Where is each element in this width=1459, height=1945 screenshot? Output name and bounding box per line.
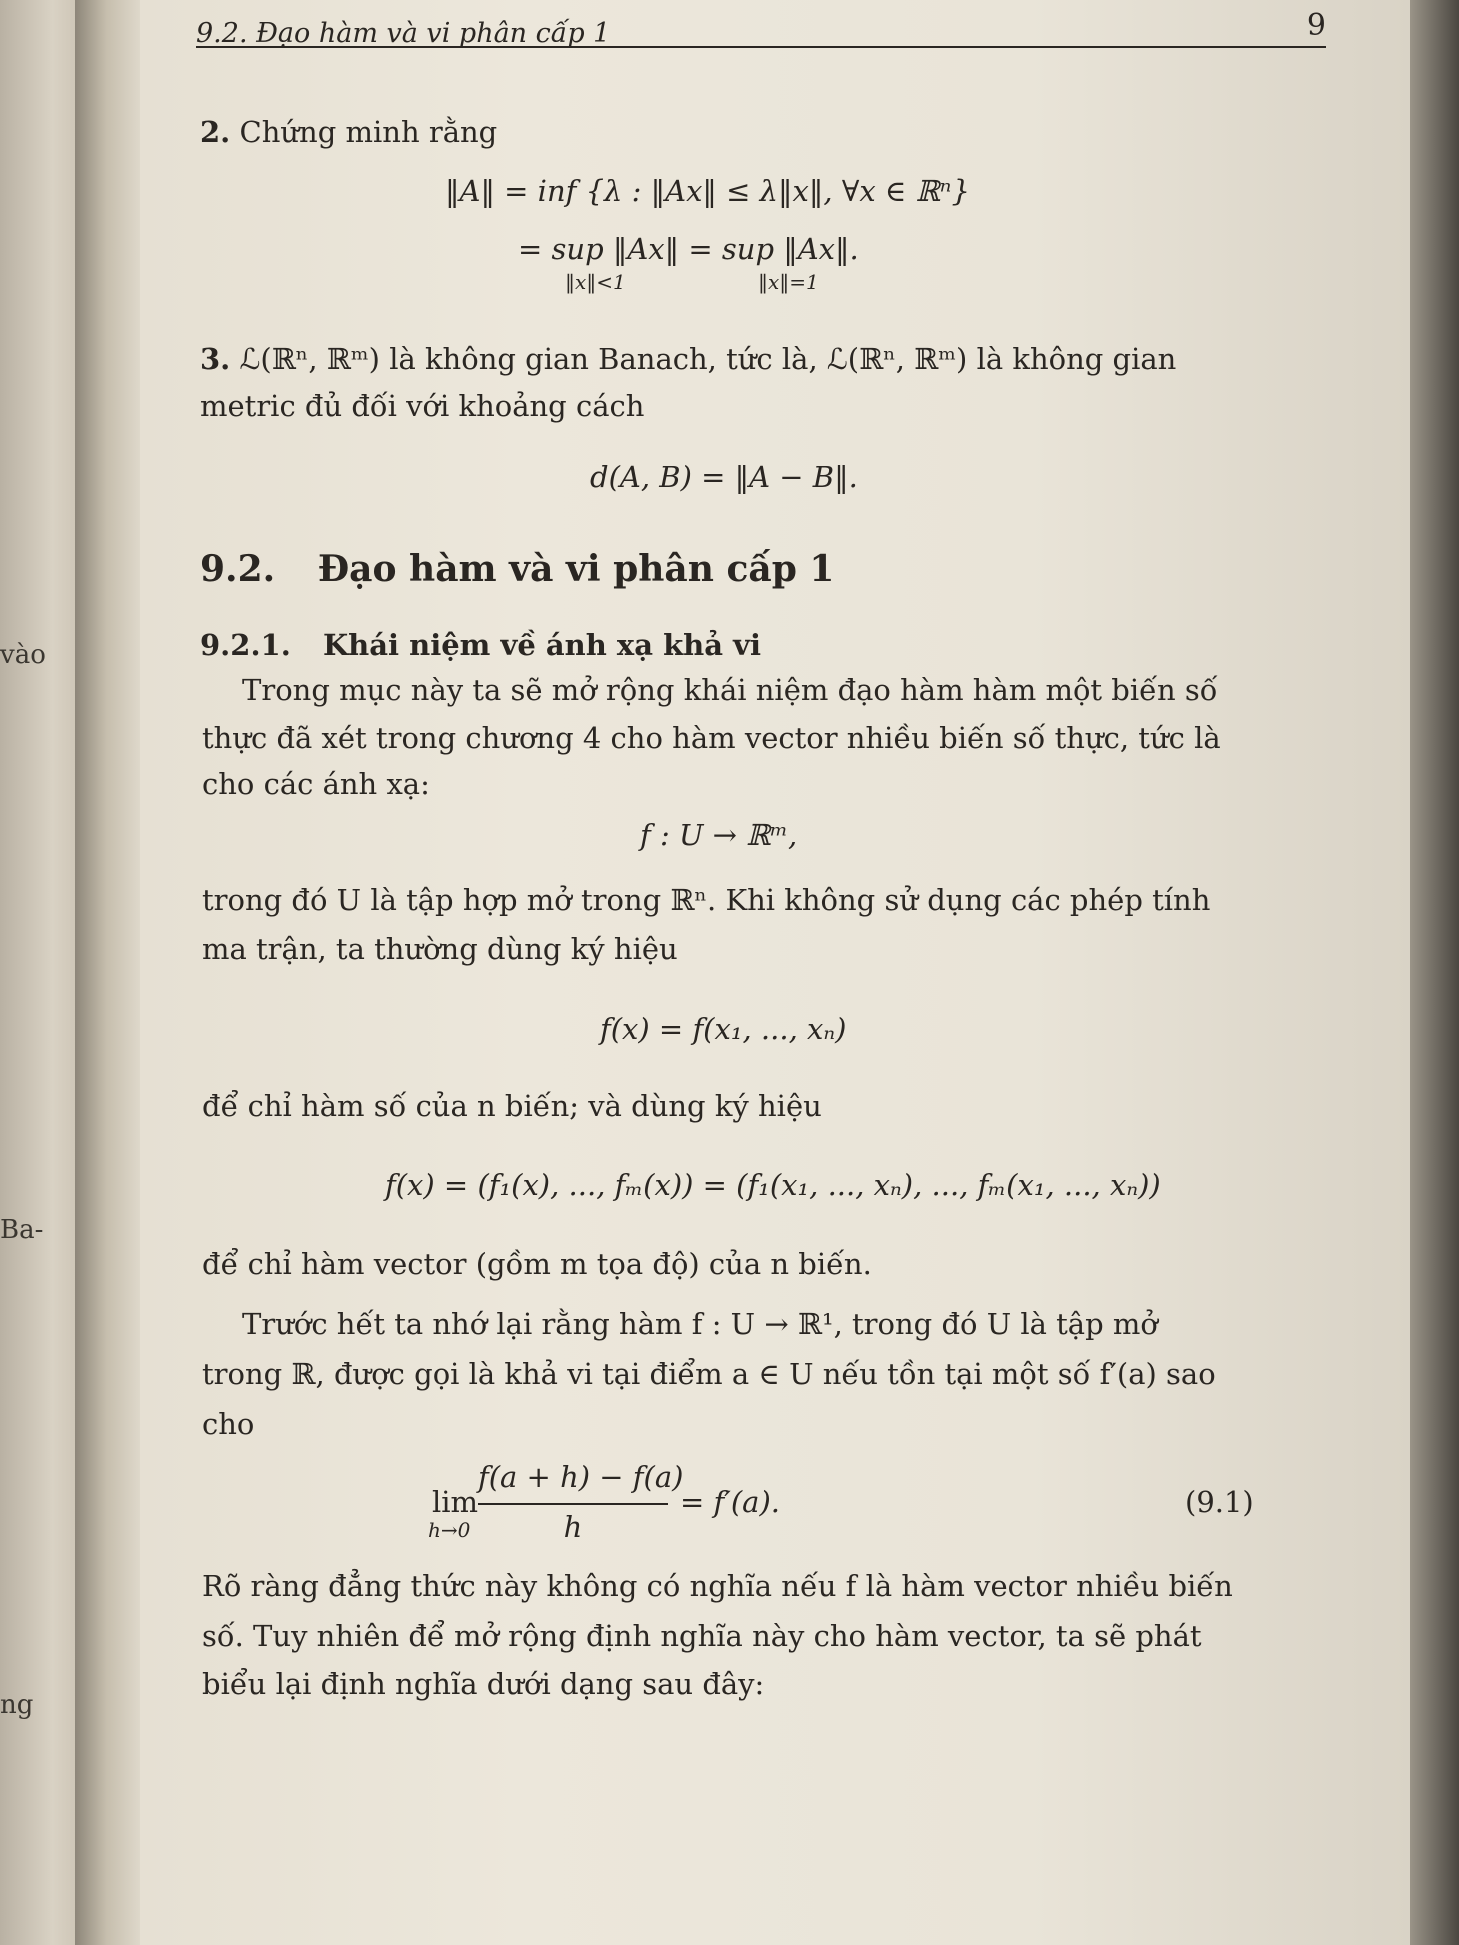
header-title: 9.2. Đạo hàm và vi phân cấp 1 <box>196 18 611 49</box>
subsection-heading <box>200 628 761 662</box>
left-page-fragment: Ba- <box>0 1215 44 1245</box>
equation-denominator: h <box>563 1510 583 1544</box>
left-page-edge <box>0 0 75 1945</box>
item-2 <box>200 108 497 156</box>
paragraph-3-line-1: để chỉ hàm số của n biến; và dùng ký hiệu <box>202 1089 822 1123</box>
paragraph-4-line-1: để chỉ hàm vector (gồm m tọa độ) của n biến. <box>202 1247 872 1281</box>
item-3-line-1 <box>200 335 1176 383</box>
fraction-bar <box>478 1503 668 1505</box>
sup-subscript-2: ‖x‖=1 <box>758 270 819 294</box>
paragraph-6-line-3: biểu lại định nghĩa dưới dạng sau đây: <box>202 1667 765 1701</box>
equation-metric: d(A, B) = ‖A − B‖. <box>590 460 858 494</box>
sup-subscript-1: ‖x‖<1 <box>565 270 626 294</box>
book-page <box>140 0 1410 1945</box>
page-number: 9 <box>1306 8 1326 43</box>
paragraph-6-line-1: Rõ ràng đẳng thức này không có nghĩa nếu f là hàm vector nhiều biến <box>202 1569 1233 1603</box>
equation-number: (9.1) <box>1185 1485 1254 1519</box>
item-2-label: 2. <box>200 115 231 149</box>
subsection-title: Khái niệm về ánh xạ khả vi <box>322 628 762 662</box>
paragraph-5-line-2: trong ℝ, được gọi là khả vi tại điểm a ∈ U nếu tồn tại một số f′(a) sao <box>202 1357 1216 1391</box>
paragraph-2-line-2: ma trận, ta thường dùng ký hiệu <box>202 932 678 966</box>
equation-limit-rhs: = f′(a). <box>680 1485 780 1519</box>
item-3-text: ℒ(ℝⁿ, ℝᵐ) là không gian Banach, tức là, ℒ(ℝⁿ, ℝᵐ) là không gian <box>239 342 1177 376</box>
paragraph-1-line-3: cho các ánh xạ: <box>202 767 430 801</box>
section-number: 9.2. <box>200 548 276 590</box>
item-3-line-2: metric đủ đối với khoảng cách <box>200 389 645 423</box>
left-page-fragment: ng <box>0 1690 34 1720</box>
paragraph-1-line-2: thực đã xét trong chương 4 cho hàm vector nhiều biến số thực, tức là <box>202 721 1221 755</box>
item-2-text: Chứng minh rằng <box>239 115 498 149</box>
equation-vector: f(x) = (f₁(x), ..., fₘ(x)) = (f₁(x₁, ..., xₙ), ..., fₘ(x₁, ..., xₙ)) <box>385 1168 1161 1202</box>
equation-limit-subscript: h→0 <box>428 1518 471 1542</box>
section-title: Đạo hàm và vi phân cấp 1 <box>317 548 835 590</box>
left-page-fragment: vào <box>0 640 46 670</box>
equation-limit-operator: lim <box>432 1485 479 1519</box>
equation-map: f : U → ℝᵐ, <box>640 818 798 852</box>
equation-numerator: f(a + h) − f(a) <box>478 1460 684 1494</box>
equation-norm-def: ‖A‖ = inf {λ : ‖Ax‖ ≤ λ‖x‖, ∀x ∈ ℝⁿ} <box>445 174 970 208</box>
right-page-edge <box>1410 0 1459 1945</box>
paragraph-2-line-1: trong đó U là tập hợp mở trong ℝⁿ. Khi không sử dụng các phép tính <box>202 883 1211 917</box>
running-header <box>196 8 1326 49</box>
book-gutter <box>75 0 145 1945</box>
paragraph-1-line-1: Trong mục này ta sẽ mở rộng khái niệm đạo hàm hàm một biến số <box>242 673 1218 707</box>
subsection-number: 9.2.1. <box>200 628 291 662</box>
equation-fx: f(x) = f(x₁, ..., xₙ) <box>600 1012 847 1046</box>
section-heading <box>200 548 834 590</box>
paragraph-5-line-3: cho <box>202 1407 255 1441</box>
paragraph-6-line-2: số. Tuy nhiên để mở rộng định nghĩa này cho hàm vector, ta sẽ phát <box>202 1619 1202 1653</box>
paragraph-5-line-1: Trước hết ta nhớ lại rằng hàm f : U → ℝ¹, trong đó U là tập mở <box>242 1307 1158 1341</box>
equation-norm-sup: = sup ‖Ax‖ = sup ‖Ax‖. <box>518 232 859 266</box>
item-3-label: 3. <box>200 342 231 376</box>
